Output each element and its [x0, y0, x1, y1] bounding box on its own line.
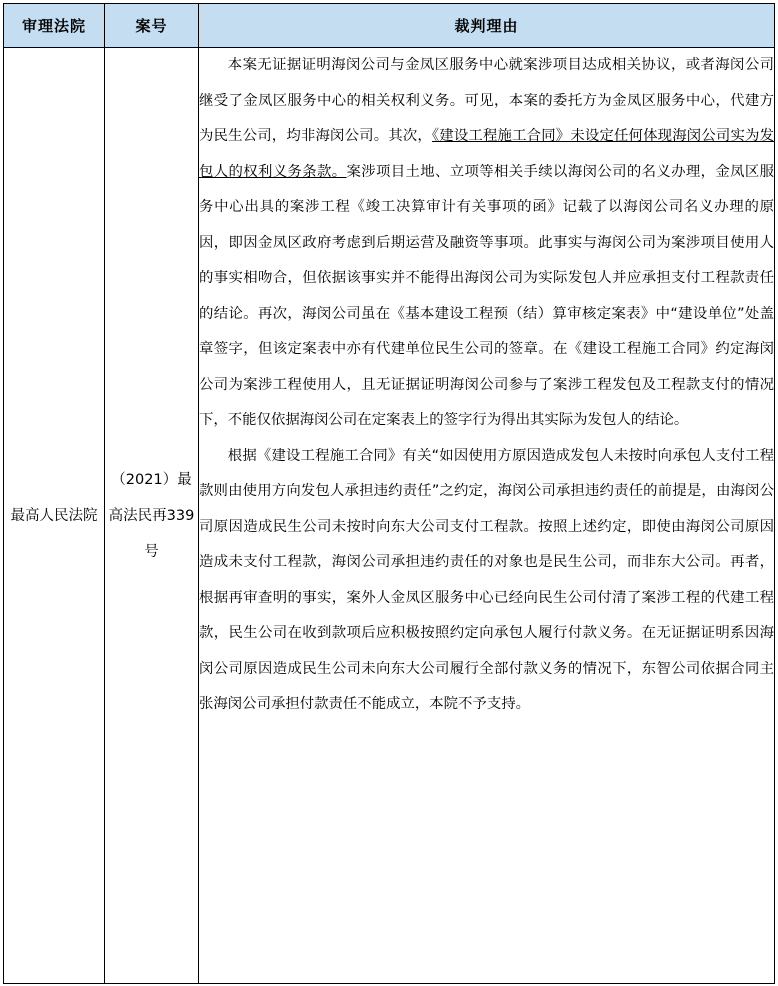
- reasoning-paragraph-2: 根据《建设工程施工合同》有关“如因使用方原因造成发包人未按时向承包人支付工程款则由使用方向发包人承担违约责任”之约定，海闵公司承担违约责任的前提是，由海闵公司原因造成民生公司未按时向东大公司支付工程款。按照上述约定，即使由海闵公司原因造成未支付工程款，海闵公司承担违约责任的对象也是民生公司，而非东大公司。再者，根据再审查明的事实，案外人金凤区服务中心已经向民生公司付清了案涉工程的代建工程款，民生公司在收到款项后应积极按照约定向承包人履行付款义务。在无证据证明系因海闵公司原因造成民生公司未向东大公司履行全部付款义务的情况下，东智公司依据合同主张海闵公司承担付款责任不能成立，本院不予支持。: [199, 447, 774, 712]
- header-row: [4, 4, 775, 48]
- header-court: 审理法院: [4, 4, 105, 48]
- reasoning-text: 案涉项目土地、立项等相关手续以海闵公司的名义办理，金凤区服务中心出具的案涉工程《竣工决算审计有关事项的函》记载了以海闵公司名义办理的原因，即因金凤区政府考虑到后期运营及融资等事项。此事实与海闵公司为案涉项目使用人的事实相吻合，但依据该事实并不能得出海闵公司为实际发包人并应承担支付工程款责任的结论。再次，海闵公司虽在《基本建设工程预（结）算审核定案表》中“建设单位”处盖章签字，但该定案表中亦有代建单位民生公司的签章。在《建设工程施工合同》约定海闵公司为案涉工程使用人，且无证据证明海闵公司参与了案涉工程发包及工程款支付的情况下，不能仅依据海闵公司在定案表上的签字行为得出其实际为发包人的结论。: [199, 163, 774, 428]
- header-reasoning: 裁判理由: [199, 4, 775, 48]
- header-case-no: 案号: [105, 4, 199, 48]
- case-number-cell: （2021）最高法民再339号: [105, 48, 199, 984]
- case-reasoning-table: [3, 3, 775, 984]
- reasoning-paragraph-1: [199, 48, 774, 439]
- table-row: [4, 48, 775, 984]
- underlined-contract-clause: 《建设工程施工合同》未设定任何体现海闵公司实为发包人的权利义务条款。: [199, 128, 774, 180]
- reasoning-text: 本案无证据证明海闵公司与金凤区服务中心就案涉项目达成相关协议，或者海闵公司继受了金凤区服务中心的相关权利义务。可见，本案的委托方为金凤区服务中心，代建方为民生公司，均非海闵公司。其次，: [199, 57, 774, 144]
- court-cell: 最高人民法院: [4, 48, 105, 984]
- reasoning-cell: [199, 48, 775, 984]
